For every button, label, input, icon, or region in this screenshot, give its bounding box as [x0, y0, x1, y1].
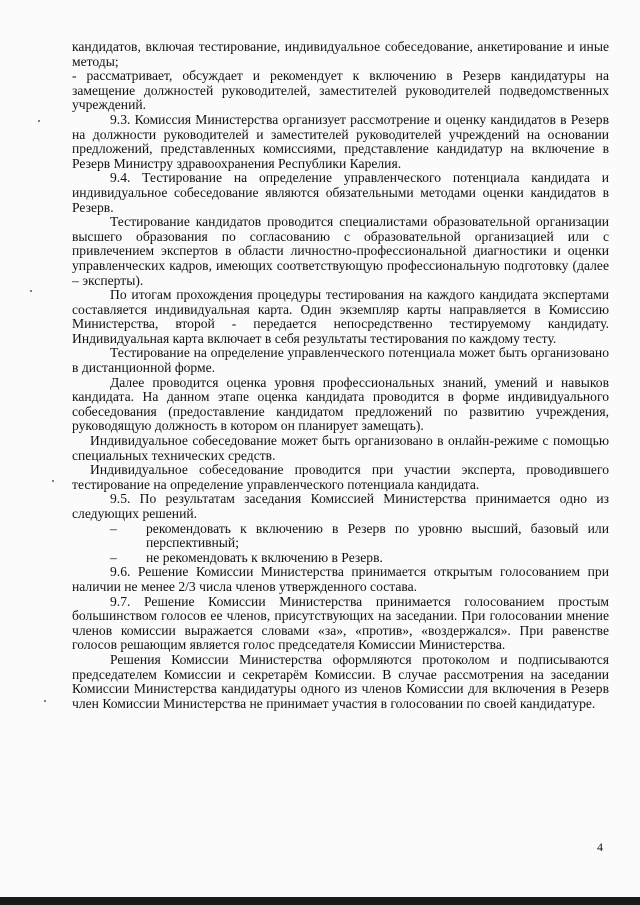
decision-option-text: рекомендовать к включению в Резерв по уровню высший, базовый или перспективный;: [146, 520, 609, 551]
scan-bottom-edge: [0, 897, 640, 905]
paragraph: 9.5. По результатам заседания Комиссией Министерства принимается одно из следующих решений.: [72, 491, 609, 521]
dash-marker: –: [110, 520, 117, 536]
paragraph: 9.7. Решение Комиссии Министерства принимается голосованием простым большинством голосов ее членов, присутствующих на заседании. При голосовании мнение членов комиссии выражается словами «за», «против», «воздержался». При равенстве голосов решающим является голос председателя Комиссии Министерства.: [72, 593, 609, 653]
decision-option: [72, 522, 609, 551]
paragraph: Индивидуальное собеседование проводится при участии эксперта, проводившего тестирование на определение управленческого потенциала кандидата.: [72, 462, 609, 492]
paragraph: Далее проводится оценка уровня профессиональных знаний, умений и навыков кандидата. На данном этапе оценка кандидата проводится в форме индивидуального собеседования (предоставление кандидатом предложений по развитию учреждения, руководящую должность в котором он планирует замещать).: [72, 374, 609, 434]
decision-option-text: не рекомендовать к включению в Резерв.: [146, 549, 383, 565]
scan-speck: [38, 120, 40, 122]
scan-speck: [30, 290, 32, 292]
paragraph: 9.6. Решение Комиссии Министерства принимается открытым голосованием при наличии не менее 2/3 числа членов утвержденного состава.: [72, 564, 609, 594]
decision-option: [72, 551, 609, 566]
page-number: 4: [597, 840, 603, 854]
scan-speck: [52, 480, 54, 482]
paragraph: Тестирование на определение управленческого потенциала может быть организовано в дистанционной форме.: [72, 345, 609, 376]
document-body: [72, 40, 609, 711]
paragraph: кандидатов, включая тестирование, индивидуальное собеседование, анкетирование и иные методы;: [72, 39, 609, 69]
paragraph: Индивидуальное собеседование может быть организовано в онлайн-режиме с помощью специальных технических средств.: [72, 433, 609, 463]
scan-speck: [44, 700, 46, 702]
paragraph: - рассматривает, обсуждает и рекомендует к включению в Резерв кандидатуры на замещение должностей руководителей, заместителей руководителей подведомственных учреждений.: [72, 68, 609, 113]
paragraph: 9.3. Комиссия Министерства организует рассмотрение и оценку кандидатов в Резерв на должности руководителей и заместителей руководителей учреждений на основании предложений, представленных комиссиями, представление кандидатур на включение в Резерв Министру здравоохранения Республики Карелия.: [72, 111, 609, 171]
paragraph: По итогам прохождения процедуры тестирования на каждого кандидата экспертами составляется индивидуальная карта. Один экземпляр карты направляется в Комиссию Министерства, второй - передается непосредственно тестируемому кандидату. Индивидуальная карта включает в себя результаты тестирования по каждому тесту.: [72, 287, 609, 346]
paragraph: Тестирование кандидатов проводится специалистами образовательной организации высшего образования по согласованию с образовательной организацией или с привлечением экспертов в области личностно-профессиональной диагностики и оценки управленческих кадров, имеющих соответствующую профессиональную подготовку (далее – эксперты).: [72, 214, 609, 288]
dash-marker: –: [110, 549, 117, 565]
paragraph: 9.4. Тестирование на определение управленческого потенциала кандидата и индивидуальное собеседование являются обязательными методами оценки кандидатов в Резерв.: [72, 170, 609, 215]
paragraph: Решения Комиссии Министерства оформляются протоколом и подписываются председателем Комиссии и секретарём Комиссии. В случае рассмотрения на заседании Комиссии Министерства кандидатуры одного из членов Комиссии для включения в Резерв член Комиссии Министерства не принимает участия в голосовании по своей кандидатуре.: [72, 651, 609, 711]
